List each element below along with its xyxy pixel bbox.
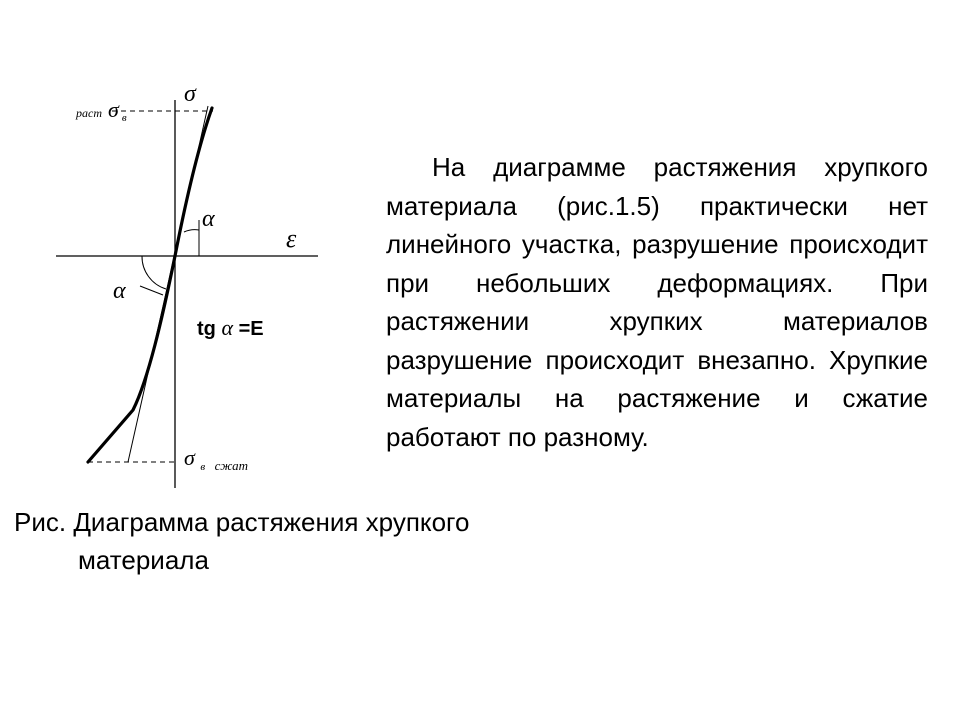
stress-strain-curve	[88, 108, 212, 462]
tension-strength-subscript: в	[121, 112, 127, 124]
compression-strength-suffix: сжат	[214, 458, 249, 473]
formula-suffix: =E	[238, 318, 264, 340]
compression-strength-symbol: σ	[184, 445, 195, 470]
tension-strength-symbol: σ	[108, 97, 119, 122]
epsilon-axis-label: ε	[286, 224, 297, 253]
angle-arc-lower	[142, 256, 166, 289]
modulus-formula	[197, 315, 264, 340]
formula-alpha: α	[221, 315, 234, 340]
compression-strength-label	[184, 445, 248, 475]
tension-strength-label	[75, 97, 127, 124]
figure-caption: Рис. Диаграмма растяжения хрупкого материала	[14, 507, 470, 575]
compression-strength-subscript: в	[200, 461, 206, 473]
sigma-axis-label: σ	[184, 81, 196, 107]
formula-prefix: tg	[197, 318, 216, 340]
tension-strength-prefix: раст	[76, 106, 102, 120]
angle-lower-leader	[140, 286, 163, 295]
angle-arc-upper	[184, 230, 199, 232]
angle-label-lower: α	[113, 278, 126, 304]
angle-label-upper: α	[202, 206, 215, 232]
description-paragraph: На диаграмме растяжения хрупкого материала (рис.1.5) практически нет линейного участка, разрушение происходит при небольших деформациях. При растяжении хрупких материалов разрушение происходит внезапно. Хрупкие материалы на растяжение и сжатие работают по разному.	[386, 152, 928, 452]
